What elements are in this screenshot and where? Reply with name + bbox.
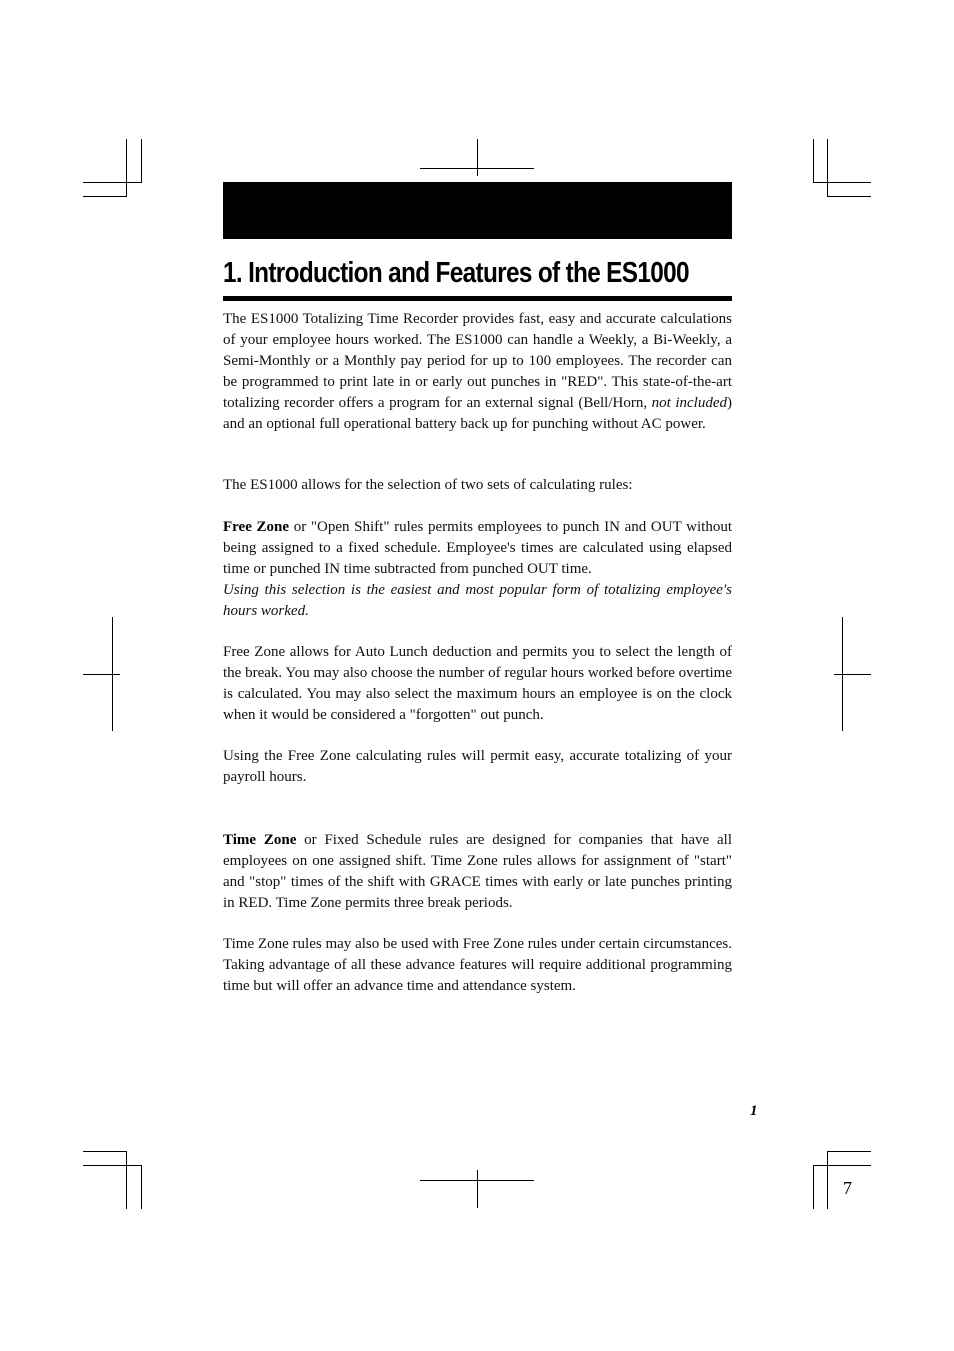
crop-mark [827, 1151, 828, 1209]
chapter-heading: 1. Introduction and Features of the ES1000 [223, 256, 732, 301]
paragraph-auto-lunch: Free Zone allows for Auto Lunch deduction and permits you to select the length of the break. You may also choose the number of regular hours worked before overtime is calculated. You may also select the maximum hours an employee is on the clock when it would be considered a "forgotten" out punch. [223, 644, 732, 723]
registration-mark [420, 1180, 534, 1181]
crop-mark [813, 139, 814, 183]
crop-mark [827, 139, 828, 197]
crop-mark [827, 1151, 871, 1152]
paragraph-rules: The ES1000 allows for the selection of two sets of calculating rules: [223, 477, 633, 493]
crop-mark [126, 139, 127, 197]
crop-mark [83, 182, 141, 183]
crop-mark [141, 139, 142, 183]
registration-mark [477, 139, 478, 176]
registration-mark [834, 674, 871, 675]
paragraph-time-zone: Time Zone or Fixed Schedule rules are designed for companies that have all employees on one assigned shift. Time Zone rules allows for assignment of "start" and "stop" times of the shift with GRACE times with early or late punches printing in RED. Time Zone permits three break periods. [223, 832, 732, 911]
crop-mark [813, 1165, 814, 1209]
paragraph-combined-rules: Time Zone rules may also be used with Free Zone rules under certain circumstances. Taking advantage of all these advance features will require additional programming time but will offer an advance time and attendance system. [223, 936, 732, 994]
crop-mark [813, 182, 871, 183]
crop-mark [83, 1151, 127, 1152]
registration-mark [477, 1170, 478, 1208]
crop-mark [827, 196, 871, 197]
chapter-number: 1 [750, 1103, 758, 1119]
crop-mark [141, 1165, 142, 1209]
page-number: 7 [843, 1178, 852, 1198]
paragraph-free-zone: Free Zone or "Open Shift" rules permits employees to punch IN and OUT without being assigned to a fixed schedule. Employee's times are calculated using elapsed time or punched IN time subtracted from punched OUT time. Using this selection is the easiest and most popular form of totalizing employee's hours worked. [223, 519, 732, 619]
crop-mark [83, 196, 127, 197]
header-bar [223, 182, 732, 239]
crop-mark [83, 1165, 141, 1166]
paragraph-intro: The ES1000 Totalizing Time Recorder provides fast, easy and accurate calculations of your employee hours worked. The ES1000 can handle a Weekly, a Bi-Weekly, a Semi-Monthly or a Monthly pay period for up to 100 employees. The recorder can be programmed to print late in or early out punches in "RED". This state-of-the-art totalizing recorder offers a program for an external signal (Bell/Horn, not included) and an optional full operational battery back up for punching without AC power. [223, 311, 732, 432]
crop-mark [126, 1151, 127, 1209]
registration-mark [420, 168, 534, 169]
registration-mark [83, 674, 120, 675]
paragraph-free-zone-benefit: Using the Free Zone calculating rules will permit easy, accurate totalizing of your payroll hours. [223, 748, 732, 785]
crop-mark [813, 1165, 871, 1166]
